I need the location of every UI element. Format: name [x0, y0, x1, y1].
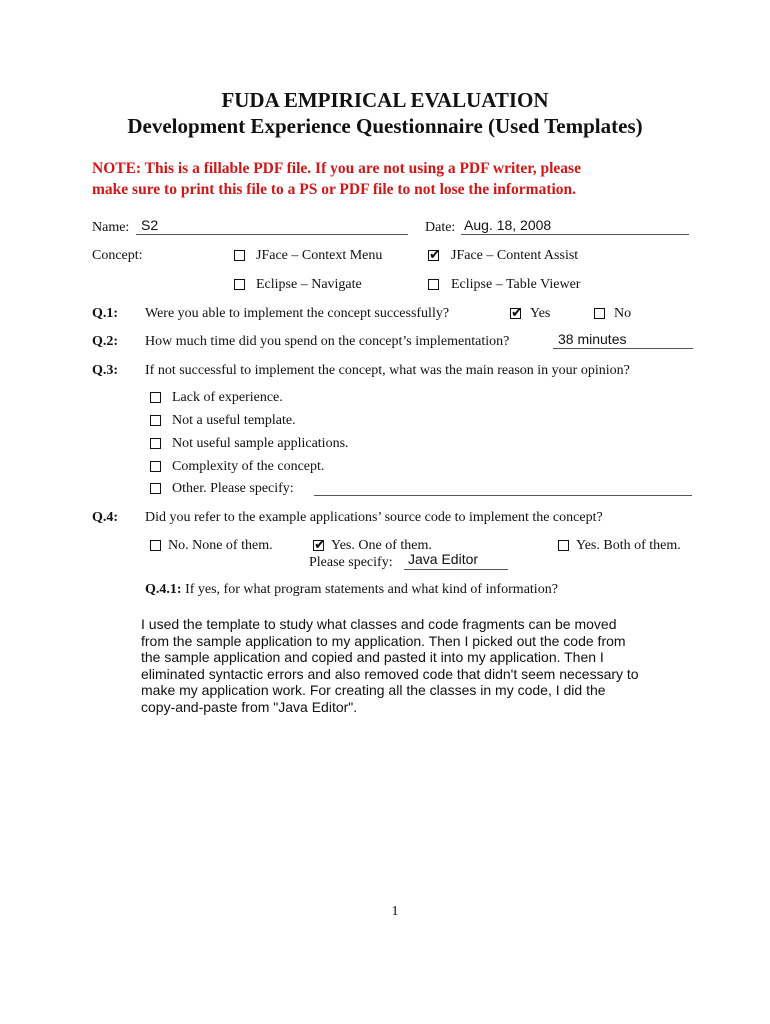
concept-checkbox-eclipse-table-viewer[interactable] [428, 279, 439, 290]
q1-yes-checkbox[interactable] [510, 305, 523, 321]
q1-no-label: No [614, 306, 632, 321]
concept-label-eclipse-table-viewer: Eclipse – Table Viewer [451, 277, 581, 292]
concept-checkbox-jface-content-assist[interactable] [428, 247, 441, 263]
q41-number: Q.4.1: [145, 582, 182, 597]
concept-checkbox-jface-context-menu[interactable] [234, 250, 245, 261]
q3-option-checkbox[interactable] [150, 415, 161, 426]
q3-text: If not successful to implement the concept, what was the main reason in your opinion? [145, 363, 630, 378]
check-mark-icon: ✔ [511, 305, 523, 321]
date-underline [461, 234, 689, 235]
q3-option-checkbox[interactable] [150, 438, 161, 449]
q4-number: Q.4: [92, 510, 119, 525]
concept-label-jface-context-menu: JFace – Context Menu [256, 248, 383, 263]
q4-option-checkbox[interactable] [313, 537, 326, 553]
q3-option-checkbox[interactable] [150, 483, 161, 494]
answer-line: eliminated syntactic errors and also removed code that didn't seem necessary to [141, 665, 639, 682]
check-mark-icon: ✔ [314, 537, 326, 553]
note-line-1: NOTE: This is a fillable PDF file. If you are not using a PDF writer, please [92, 160, 581, 177]
q3-option-label: Not a useful template. [172, 413, 296, 428]
answer-line: the sample application and copied and pasted it into my application. Then I [141, 649, 604, 665]
name-underline [136, 234, 408, 235]
page-number: 1 [391, 904, 399, 919]
q4-option-checkbox[interactable] [150, 540, 161, 551]
answer-line: I used the template to study what classes and code fragments can be moved [141, 616, 617, 632]
page-title: FUDA EMPIRICAL EVALUATION [221, 88, 549, 112]
q2-text: How much time did you spend on the concept’s implementation? [145, 334, 510, 349]
q3-option-label: Other. Please specify: [172, 481, 294, 496]
date-label: Date: [425, 220, 456, 235]
q4-specify-label: Please specify: [309, 555, 393, 570]
q3-option-label: Not useful sample applications. [172, 436, 349, 451]
q1-yes-label: Yes [530, 306, 551, 321]
name-field[interactable]: S2 [141, 217, 159, 233]
concept-label-jface-content-assist: JFace – Content Assist [451, 248, 579, 263]
concept-checkbox-eclipse-navigate[interactable] [234, 279, 245, 290]
q3-option-checkbox[interactable] [150, 461, 161, 472]
concept-label-eclipse-navigate: Eclipse – Navigate [256, 277, 362, 292]
q1-no-checkbox[interactable] [594, 308, 605, 319]
q2-time-field[interactable]: 38 minutes [558, 331, 627, 347]
q2-number: Q.2: [92, 334, 119, 349]
q4-option-label: Yes. Both of them. [576, 538, 681, 553]
answer-line: make my application work. For creating all the classes in my code, I did the [141, 682, 606, 698]
q3-number: Q.3: [92, 363, 119, 378]
note-line-2: make sure to print this file to a PS or PDF file to not lose the information. [92, 181, 577, 198]
name-label: Name: [92, 220, 130, 235]
q4-option-checkbox[interactable] [558, 540, 569, 551]
q3-option-label: Complexity of the concept. [172, 459, 325, 474]
q4-specify-field[interactable]: Java Editor [408, 551, 479, 567]
q3-option-label: Lack of experience. [172, 390, 283, 405]
q1-text: Were you able to implement the concept successfully? [145, 306, 450, 321]
q41-text: If yes, for what program statements and what kind of information? [185, 582, 558, 597]
date-field[interactable]: Aug. 18, 2008 [464, 217, 552, 233]
q3-option-checkbox[interactable] [150, 392, 161, 403]
page-subtitle: Development Experience Questionnaire (Used Templates) [127, 114, 643, 138]
q4-specify-underline [404, 569, 508, 570]
note-text [92, 158, 712, 200]
answer-line: copy-and-paste from "Java Editor". [141, 698, 358, 715]
q4-option-label: Yes. One of them. [331, 538, 432, 553]
answer-line: from the sample application to my application. Then I picked out the code from [141, 632, 626, 649]
q1-number: Q.1: [92, 306, 119, 321]
q41-question [145, 582, 558, 598]
concept-label: Concept: [92, 248, 143, 263]
q4-text: Did you refer to the example applications’ source code to implement the concept? [145, 510, 603, 525]
q41-answer-field[interactable] [141, 616, 701, 715]
q3-other-underline [314, 495, 692, 496]
q2-underline [553, 348, 693, 349]
q4-option-label: No. None of them. [168, 538, 273, 553]
check-mark-icon: ✔ [429, 247, 441, 263]
